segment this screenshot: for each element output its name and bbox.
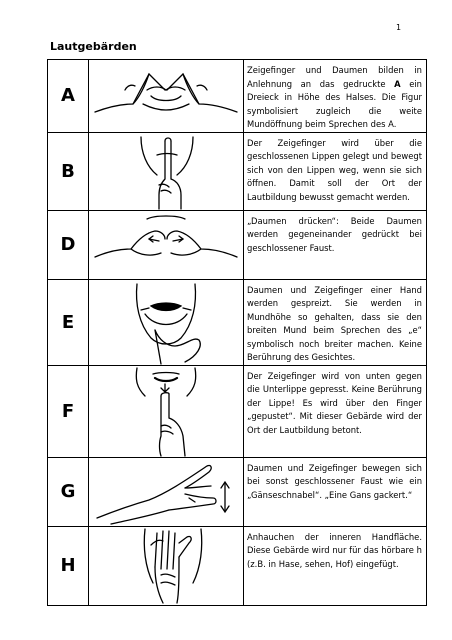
gesture-description: Daumen und Zeigefinger bewegen sich bei sonst geschlossener Faust wie ein „Gänseschnabel“. „Eine Gans gackert.“ (247, 462, 422, 500)
finger-under-lip-icon (89, 366, 243, 457)
wide-mouth-hand-icon (89, 280, 243, 365)
table-row (48, 60, 427, 133)
goose-beak-hand-icon (89, 458, 243, 526)
table-row (48, 210, 427, 279)
page-title: Lautgebärden (50, 40, 137, 53)
page-number: 1 (396, 23, 402, 32)
gesture-description: Zeigefinger und Daumen bilden in Anlehnung an das gedruckte A ein Dreieck in Höhe des Halses. Die Figur symbolisiert zugleich die weite Mundöffnung beim Sprechen des A. (247, 65, 422, 129)
table-row (48, 365, 427, 457)
gesture-description: Daumen und Zeigefinger einer Hand werden gespreizt. Sie werden in Mundhöhe so gehalten, dass sie den breiten Mund beim Sprechen des „e“ symbolisch noch breiter machen. Keine Berührung des Gesichtes. (247, 284, 422, 362)
thumbs-pressing-icon (89, 211, 243, 279)
letter-label: F (61, 400, 75, 422)
table-row (48, 132, 427, 210)
breath-on-palm-icon (89, 527, 243, 605)
gesture-description: „Daumen drücken“: Beide Daumen werden gegeneinander gedrückt bei geschlossener Faust. (247, 215, 422, 253)
gesture-description: Der Zeigefinger wird von unten gegen die Unterlippe gepresst. Keine Berührung der Lippe! Es wird über den Finger „gepustet“. Mit dieser Gebärde wird der Ort der Lautbildung betont. (247, 370, 422, 435)
letter-label: B (61, 160, 75, 182)
letter-label: E (61, 311, 75, 333)
gesture-table (47, 59, 427, 606)
letter-label: D (60, 234, 76, 255)
gesture-description: Der Zeigefinger wird über die geschlossenen Lippen gelegt und bewegt sich von den Lippen weg, wenn sie sich öffnen. Damit soll der Ort der Lautbildung bewusst gemacht werden. (247, 137, 422, 202)
letter-label: G (60, 481, 76, 502)
table-row (48, 457, 427, 526)
letter-label: H (60, 555, 76, 576)
gesture-description: Anhauchen der inneren Handfläche. Diese Gebärde wird nur für das hörbare h (z.B. in Hase, sehen, Hof) eingefügt. (247, 531, 422, 569)
table-row (48, 279, 427, 365)
table-row (48, 526, 427, 605)
finger-at-lips-icon (89, 133, 243, 210)
letter-label: A (61, 85, 75, 107)
hands-triangle-icon (89, 60, 243, 128)
